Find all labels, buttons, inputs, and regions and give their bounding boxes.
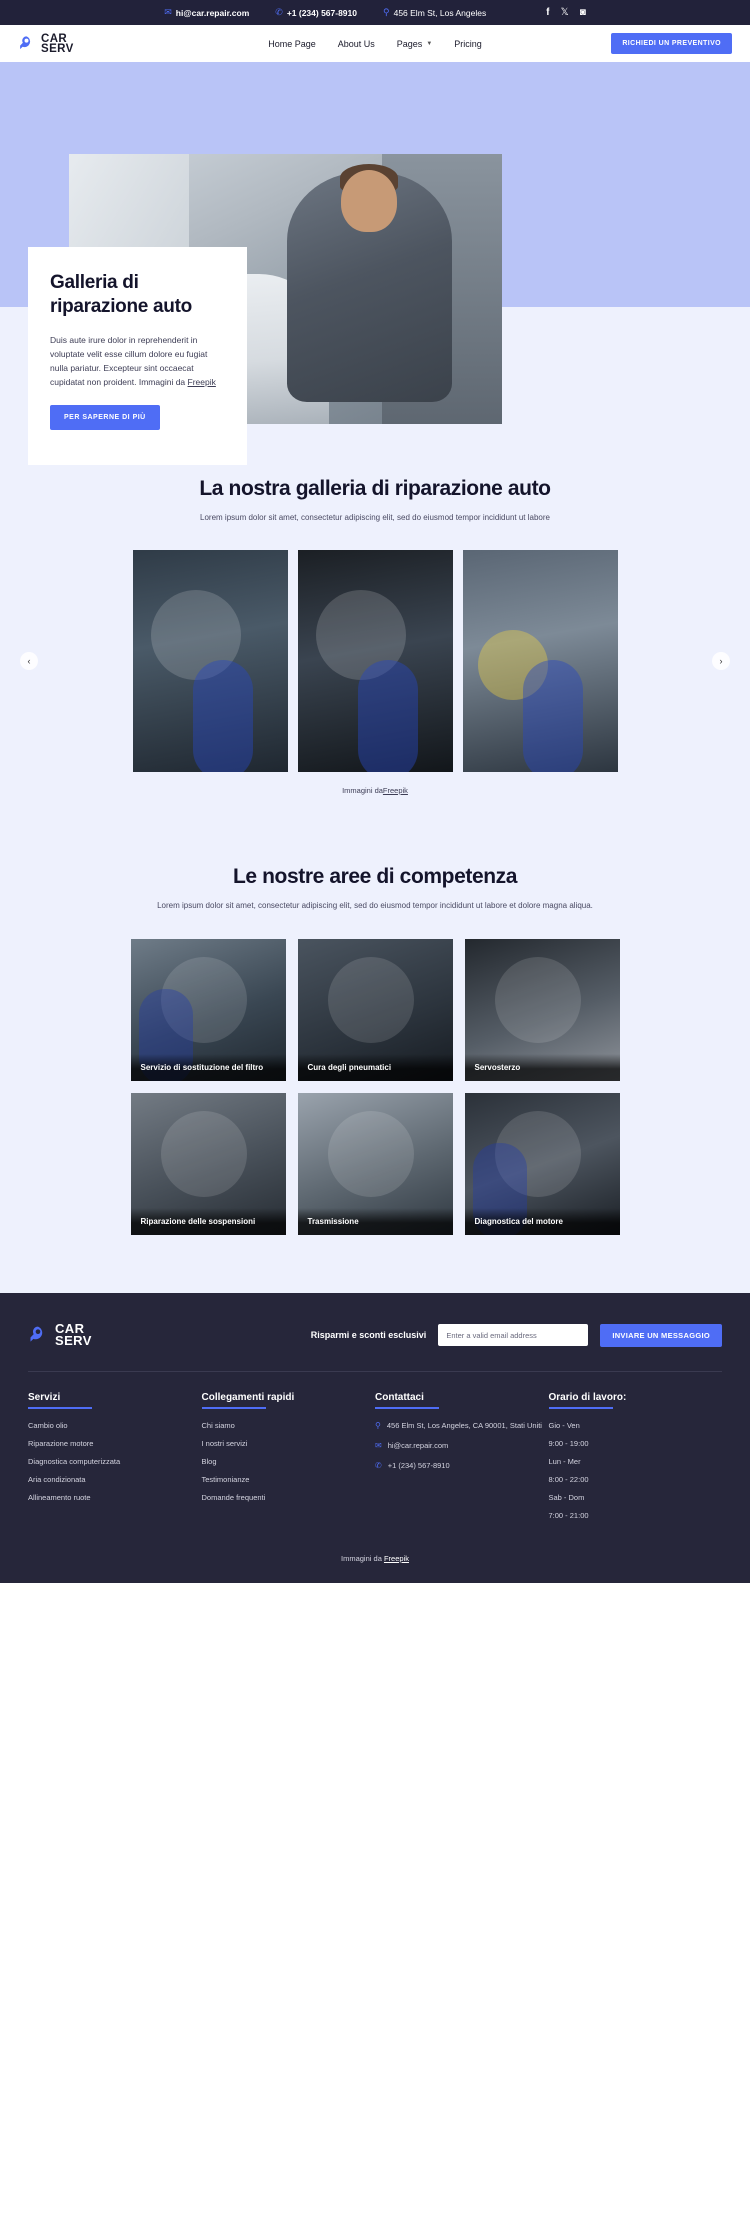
footer-contact-title: Contattaci <box>375 1392 424 1403</box>
footer-column-hours <box>549 1392 723 1528</box>
expertise-card-label: Trasmissione <box>298 1208 453 1235</box>
footer-credit <box>28 1554 722 1563</box>
footer-contact-address <box>375 1420 549 1431</box>
list-item[interactable]: Aria condizionata <box>28 1475 86 1484</box>
footer-column-services <box>28 1392 202 1528</box>
newsletter-email-placeholder: Enter a valid email address <box>446 1330 537 1340</box>
footer-quicklinks-title: Collegamenti rapidi <box>201 1392 295 1403</box>
list-item: Sab - Dom <box>548 1493 585 1502</box>
list-item[interactable]: Allineamento ruote <box>28 1493 91 1502</box>
footer-services-title: Servizi <box>28 1392 61 1403</box>
footer <box>0 1293 750 1583</box>
instagram-icon[interactable]: ◙ <box>579 6 586 18</box>
topbar-address-text: 456 Elm St, Los Angeles <box>393 7 487 18</box>
footer-title-underline <box>202 1407 266 1409</box>
footer-title-underline <box>549 1407 613 1409</box>
gallery-next-button[interactable]: › <box>712 652 730 670</box>
location-pin-icon: ⚲ <box>375 1421 381 1430</box>
topbar-address[interactable] <box>383 8 486 18</box>
footer-hours-title: Orario di lavoro: <box>548 1392 627 1403</box>
list-item[interactable]: Riparazione motore <box>28 1439 94 1448</box>
gallery-title: La nostra galleria di riparazione auto <box>199 477 551 500</box>
list-item[interactable]: Testimonianze <box>201 1475 250 1484</box>
phone-icon: ✆ <box>275 7 283 17</box>
footer-title-underline <box>28 1407 92 1409</box>
gallery-carousel <box>0 550 750 772</box>
footer-email-text: hi@car.repair.com <box>387 1441 449 1450</box>
list-item[interactable]: Blog <box>201 1457 217 1466</box>
x-icon[interactable]: 𝕏 <box>560 6 569 18</box>
facebook-icon[interactable]: 𝐟 <box>546 6 550 18</box>
footer-contact-email[interactable] <box>375 1440 549 1451</box>
footer-credit-prefix: Immagini da <box>341 1554 384 1563</box>
expertise-card-label: Servizio di sostituzione del filtro <box>131 1054 286 1081</box>
top-bar <box>0 0 750 25</box>
expertise-card[interactable] <box>298 1093 453 1235</box>
footer-column-contact <box>375 1392 549 1528</box>
nav-item-about[interactable]: About Us <box>337 38 375 49</box>
site-logo[interactable] <box>18 34 74 54</box>
topbar-phone[interactable] <box>275 8 357 18</box>
footer-contact-phone[interactable] <box>375 1460 549 1471</box>
gallery-credit-link[interactable]: Freepik <box>382 786 408 795</box>
gallery-photo-3[interactable] <box>463 550 618 772</box>
expertise-card[interactable] <box>131 939 286 1081</box>
gallery-section <box>0 422 750 795</box>
footer-logo-text <box>55 1323 92 1347</box>
gear-logo-icon <box>18 35 35 52</box>
footer-phone-text: +1 (234) 567-8910 <box>387 1461 450 1470</box>
hero-body-text: Duis aute irure dolor in reprehenderit in voluptate velit esse cillum dolore eu fugiat nulla pariatur. Excepteur sint occaecat cupidatat non proident. <box>50 335 208 387</box>
topbar-social-links <box>546 8 586 18</box>
topbar-email-text: hi@car.repair.com <box>175 7 250 18</box>
gallery-photo-2[interactable] <box>298 550 453 772</box>
envelope-icon: ✉ <box>375 1441 382 1450</box>
footer-top <box>28 1323 722 1347</box>
expertise-card-label: Diagnostica del motore <box>465 1208 620 1235</box>
nav-item-pricing[interactable]: Pricing <box>454 38 482 49</box>
location-pin-icon: ⚲ <box>383 7 390 17</box>
nav-item-pages-label: Pages <box>396 38 423 49</box>
gear-logo-icon <box>28 1325 48 1345</box>
footer-credit-link[interactable]: Freepik <box>383 1554 409 1563</box>
expertise-grid <box>0 939 750 1235</box>
footer-columns <box>28 1392 722 1528</box>
footer-logo[interactable] <box>28 1323 92 1347</box>
list-item: Lun - Mer <box>548 1457 581 1466</box>
list-item[interactable]: Cambio olio <box>28 1421 68 1430</box>
footer-address-text: 456 Elm St, Los Angeles, CA 90001, Stati Uniti <box>386 1421 542 1430</box>
hero-title: Galleria di riparazione auto <box>50 272 192 317</box>
list-item[interactable]: Domande frequenti <box>201 1493 266 1502</box>
hero-credit-link[interactable]: Freepik <box>187 377 216 387</box>
footer-logo-line-1: CAR <box>55 1321 85 1336</box>
hero-body <box>50 333 225 389</box>
expertise-card[interactable] <box>131 1093 286 1235</box>
gallery-prev-button[interactable]: ‹ <box>20 652 38 670</box>
hero-text-card <box>28 247 247 465</box>
list-item: 9:00 - 19:00 <box>548 1439 589 1448</box>
newsletter-email-input[interactable] <box>438 1324 588 1346</box>
expertise-card-label: Cura degli pneumatici <box>298 1054 453 1081</box>
nav-item-pages[interactable] <box>397 39 432 49</box>
list-item: 8:00 - 22:00 <box>548 1475 589 1484</box>
topbar-phone-text: +1 (234) 567-8910 <box>286 7 357 18</box>
newsletter-form <box>311 1324 722 1347</box>
hero-learn-more-button[interactable]: PER SAPERNE DI PIÙ <box>50 405 160 430</box>
expertise-card[interactable] <box>298 939 453 1081</box>
newsletter-label: Risparmi e sconti esclusivi <box>310 1330 427 1340</box>
gallery-credit <box>0 786 750 795</box>
list-item[interactable]: Chi siamo <box>201 1421 235 1430</box>
expertise-subtitle: Lorem ipsum dolor sit amet, consectetur adipiscing elit, sed do eiusmod tempor incididunt ut labore et dolore magna aliqua. <box>157 901 593 910</box>
logo-text <box>41 34 74 54</box>
logo-line-2: SERV <box>41 42 74 55</box>
footer-divider <box>28 1371 722 1372</box>
list-item: Gio - Ven <box>548 1421 580 1430</box>
expertise-section <box>0 795 750 1293</box>
list-item[interactable]: Diagnostica computerizzata <box>28 1457 121 1466</box>
main-navigation <box>0 25 750 62</box>
gallery-credit-prefix: Immagini da <box>342 786 383 795</box>
footer-logo-line-2: SERV <box>55 1333 92 1348</box>
list-item[interactable]: I nostri servizi <box>201 1439 248 1448</box>
phone-icon: ✆ <box>375 1461 382 1470</box>
chevron-down-icon: ▼ <box>426 40 433 47</box>
envelope-icon: ✉ <box>164 7 172 17</box>
expertise-card[interactable] <box>465 939 620 1081</box>
gallery-photo-1[interactable] <box>133 550 288 772</box>
footer-column-quicklinks <box>202 1392 376 1528</box>
nav-item-home[interactable]: Home Page <box>268 38 316 49</box>
expertise-card-label: Riparazione delle sospensioni <box>131 1208 286 1235</box>
logo-line-1: CAR <box>41 32 68 45</box>
request-quote-button[interactable]: RICHIEDI UN PREVENTIVO <box>611 33 732 54</box>
list-item: 7:00 - 21:00 <box>548 1511 589 1520</box>
expertise-card[interactable] <box>465 1093 620 1235</box>
footer-title-underline <box>375 1407 439 1409</box>
topbar-email[interactable] <box>164 8 249 18</box>
expertise-title: Le nostre aree di competenza <box>232 865 518 888</box>
gallery-subtitle: Lorem ipsum dolor sit amet, consectetur adipiscing elit, sed do eiusmod tempor incididunt ut labore <box>200 513 550 522</box>
expertise-card-label: Servosterzo <box>465 1054 620 1081</box>
newsletter-submit-button[interactable]: INVIARE UN MESSAGGIO <box>600 1324 722 1347</box>
hero-credit-prefix: Immagini da <box>138 377 188 387</box>
